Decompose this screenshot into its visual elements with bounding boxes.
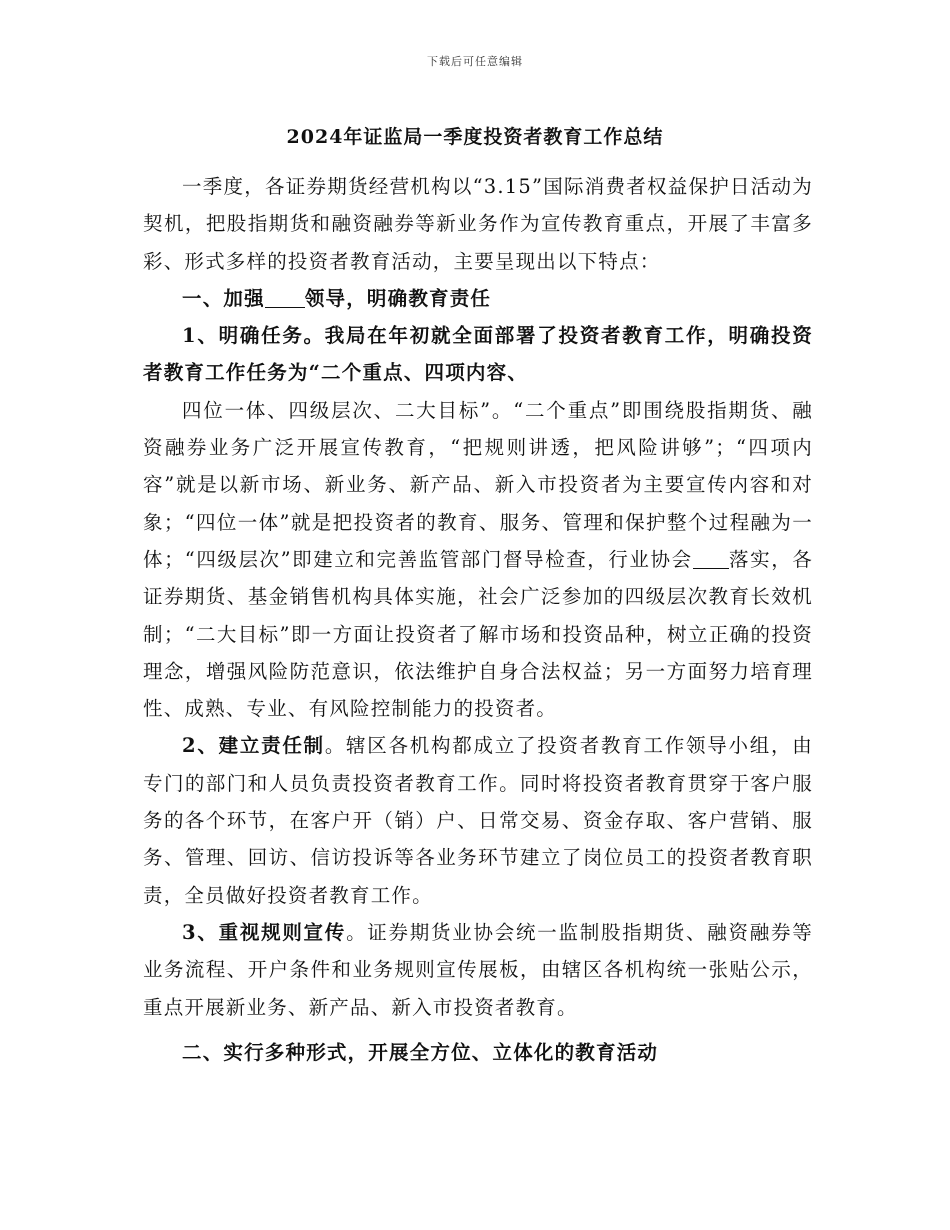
item-3-paragraph [143,914,813,1026]
section-heading-1-prefix: 一、加强 [182,286,265,310]
item-1-body-part2: 落实，各证券期货、基金销售机构具体实施，社会广泛参加的四级层次教育长效机制；“二大目标”即一方面让投资者了解市场和投资品种，树立正确的投资理念，增强风险防范意识，依法维护自身合法权益；另一方面努力培育理性、成熟、专业、有风险控制能力的投资者。 [143,547,813,721]
item-1-body-part1: 四位一体、四级层次、二大目标”。“二个重点”即围绕股指期货、融资融券业务广泛开展宣传教育，“把规则讲透，把风险讲够”；“四项内容”就是以新市场、新业务、新产品、新入市投资者为主要宣传内容和对象；“四位一体”就是把投资者的教育、服务、管理和保护整个过程融为一体；“四级层次”即建立和完善监管部门督导检查，行业协会 [143,398,813,571]
document-title: 2024年证监局一季度投资者教育工作总结 [286,126,664,148]
item-2-text: 。辖区各机构都成立了投资者教育工作领导小组，由专门的部门和人员负责投资者教育工作。同时将投资者教育贯穿于客户服务的各个环节，在客户开（销）户、日常交易、资金存取、客户营销、服务、管理、回访、信访投诉等各业务环节建立了岗位员工的投资者教育职责，全员做好投资者教育工作。 [143,734,813,907]
section-heading-1 [143,280,813,317]
item-3-label: 3、重视规则宣传 [182,920,347,944]
intro-paragraph: 一季度，各证券期货经营机构以“3.15”国际消费者权益保护日活动为契机，把股指期货和融资融券等新业务作为宣传教育重点，开展了丰富多彩、形式多样的投资者教育活动，主要呈现出以下特点： [143,175,813,273]
document-body [143,168,813,1071]
item-2-label: 2、建立责任制 [182,734,325,758]
blank-underline [265,287,305,308]
item-3-text: 。证券期货业协会统一监制股指期货、融资融券等业务流程、开户条件和业务规则宣传展板，由辖区各机构统一张贴公示，重点开展新业务、新产品、新入市投资者教育。 [143,920,813,1019]
item-1-body [143,392,813,728]
section-heading-2: 二、实行多种形式，开展全方位、立体化的教育活动 [182,1040,659,1064]
item-2-paragraph [143,727,813,913]
section-heading-1-suffix: 领导，明确教育责任 [304,286,492,310]
blank-underline [693,548,729,569]
item-1-heading: 1、明确任务。我局在年初就全面部署了投资者教育工作，明确投资者教育工作任务为“二个重点、四项内容、 [143,324,813,385]
header-note: 下载后可任意编辑 [427,55,523,68]
